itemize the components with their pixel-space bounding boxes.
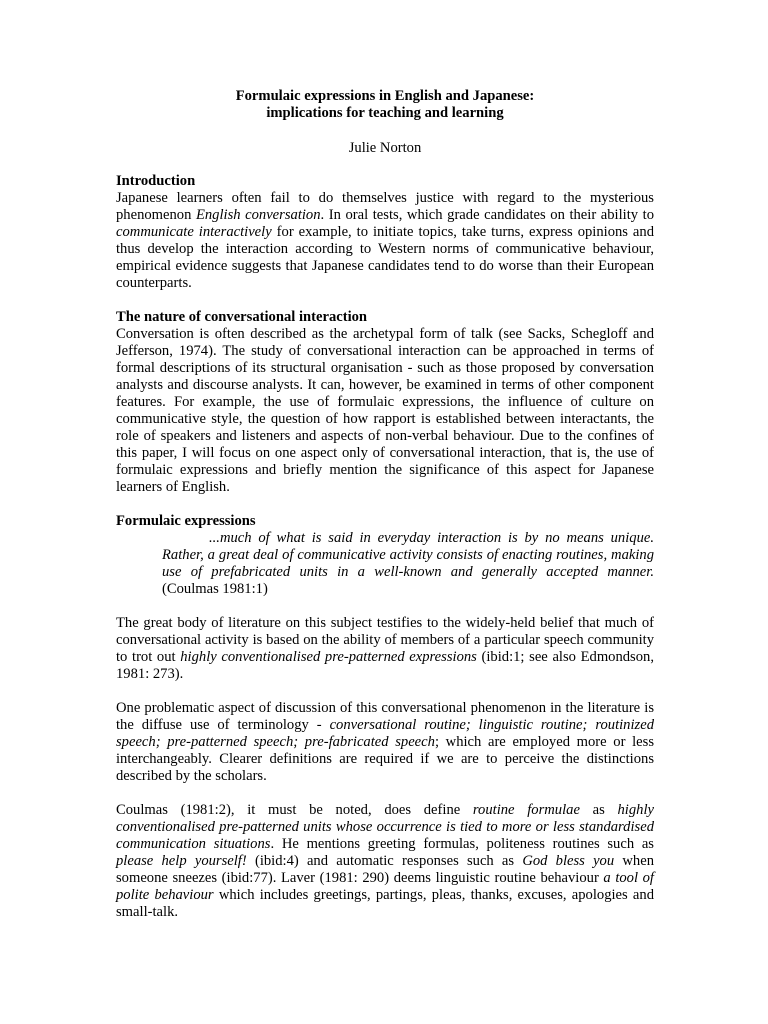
section-heading-introduction: Introduction (116, 173, 196, 189)
quote-citation: (Coulmas 1981:1) (162, 581, 268, 597)
title-line-1: Formulaic expressions in English and Japanese: (235, 88, 535, 104)
introduction-paragraph: Japanese learners often fail to do themselves justice with regard to the mysterious phenomenon English conversation. In oral tests, which grade candidates on their ability to communicate interactively for example, to initiate topics, take turns, express opinions and thus develop the interaction according to Western norms of communicative behaviour, empirical evidence suggests that Japanese candidates tend to do worse than their European counterparts. (116, 190, 654, 291)
section-heading-nature: The nature of conversational interaction (116, 309, 368, 325)
author-name: Julie Norton (348, 140, 422, 156)
formulaic-paragraph-2: One problematic aspect of discussion of this conversational phenomenon in the literature is the diffuse use of terminology - conversational routine; linguistic routine; routinized speech; pre-patterned speech; pre-fabricated speech; which are employed more or less interchangeably. Clearer definitions are required if we are to perceive the distinctions described by the scholars. (116, 700, 654, 784)
paper-title (116, 88, 654, 122)
title-line-2: implications for teaching and learning (266, 105, 504, 121)
section-heading-formulaic: Formulaic expressions (116, 513, 256, 529)
formulaic-paragraph-3: Coulmas (1981:2), it must be noted, does define routine formulae as highly conventionalised pre-patterned units whose occurrence is tied to more or less standardised communication situations. He mentions greeting formulas, politeness routines such as please help yourself! (ibid:4) and automatic responses such as God bless you when someone sneezes (ibid:77). Laver (1981: 290) deems linguistic routine behaviour a tool of polite behaviour which includes greetings, partings, pleas, thanks, excuses, apologies and small-talk. (116, 802, 654, 920)
quote-text: ...much of what is said in everyday interaction is by no means unique. Rather, a great deal of communicative activity consists of enacting routines, making use of prefabricated units in a well-known and generally accepted manner. (162, 530, 654, 580)
block-quote (162, 530, 654, 598)
formulaic-paragraph-1: The great body of literature on this subject testifies to the widely-held belief that much of conversational activity is based on the ability of members of a particular speech community to trot out highly conventionalised pre-patterned expressions (ibid:1; see also Edmondson, 1981: 273). (116, 615, 654, 682)
nature-paragraph: Conversation is often described as the archetypal form of talk (see Sacks, Schegloff and Jefferson, 1974). The study of conversational interaction can be approached in terms of formal descriptions of its structural organisation - such as those proposed by conversation analysts and discourse analysts. It can, however, be examined in terms of other component features. For example, the use of formulaic expressions, the influence of culture on communicative style, the question of how rapport is established between interactants, the role of speakers and listeners and aspects of non-verbal behaviour. Due to the confines of this paper, I will focus on one aspect only of conversational interaction, that is, the use of formulaic expressions and briefly mention the significance of this aspect for Japanese learners of English. (116, 326, 654, 495)
